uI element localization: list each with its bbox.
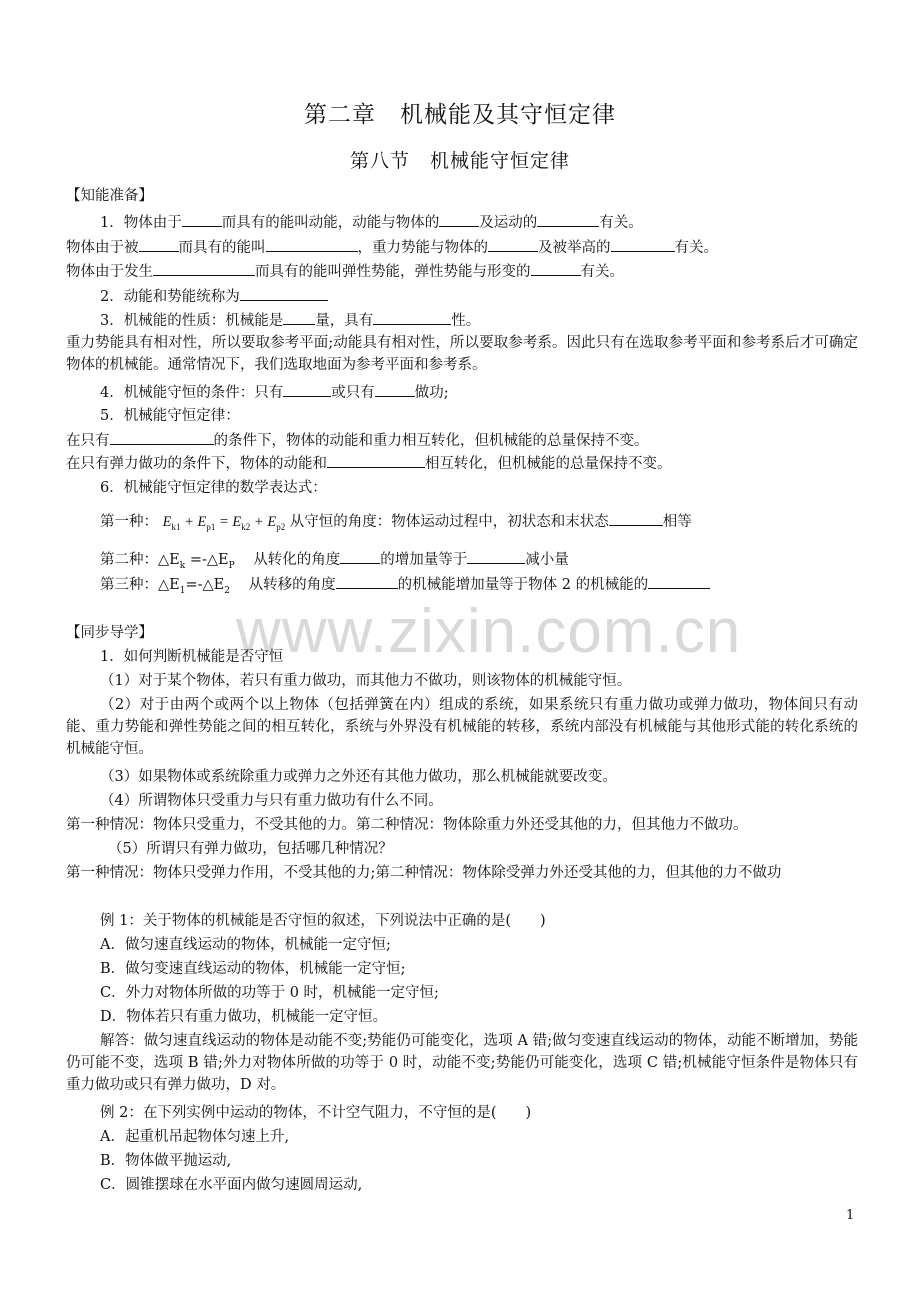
text: =-△E [185, 577, 225, 593]
text: 3．机械能的性质：机械能是 [100, 313, 284, 329]
example-1-option-c: C．外力对物体所做的功等于 0 时，机械能一定守恒; [100, 985, 439, 1001]
text: 第三种：△E [100, 577, 180, 593]
prep-line-10 [66, 452, 858, 475]
prep-line-2 [66, 236, 858, 259]
text: 及被举高的 [538, 240, 611, 256]
blank[interactable] [139, 236, 179, 252]
text: 有关。 [674, 240, 718, 256]
prep-header: 【知能准备】 [66, 188, 153, 204]
blank[interactable] [240, 285, 328, 301]
text: 减小量 [525, 552, 569, 568]
blank[interactable] [373, 309, 451, 325]
prep-line-5 [100, 309, 892, 332]
guide-q1: 1．如何判断机械能是否守恒 [100, 649, 284, 665]
text: 物体由于被 [66, 240, 139, 256]
text: 做功; [414, 385, 449, 401]
blank[interactable] [340, 548, 380, 564]
example-2-option-c: C．圆锥摆球在水平面内做匀速圆周运动, [100, 1177, 363, 1193]
blank[interactable] [153, 260, 255, 276]
blank[interactable] [336, 573, 398, 589]
blank[interactable] [283, 309, 315, 325]
blank[interactable] [110, 429, 214, 445]
text: 及运动的 [479, 215, 538, 231]
example-2-option-a: A．起重机吊起物体匀速上升, [100, 1129, 290, 1145]
blank[interactable] [531, 260, 581, 276]
blank[interactable] [182, 211, 222, 227]
text: 物体由于发生 [66, 264, 153, 280]
blank[interactable] [375, 381, 415, 397]
guide-p5: （5）所谓只有弹力做功，包括哪几种情况？ [108, 841, 393, 857]
blank[interactable] [439, 211, 479, 227]
prep-line-8: 5．机械能守恒定律： [100, 408, 240, 424]
formula-1 [100, 510, 892, 538]
text: 性。 [451, 313, 481, 329]
guide-p1: （1）对于某个物体，若只有重力做功，而其他力不做功，则该物体的机械能守恒。 [100, 673, 632, 689]
text: 从守恒的角度：物体运动过程中，初状态和末状态 [289, 514, 609, 530]
chapter-title: 第二章 机械能及其守恒定律 [304, 102, 616, 128]
example-1-option-a: A．做匀速直线运动的物体，机械能一定守恒; [100, 937, 391, 953]
blank[interactable] [611, 236, 675, 252]
text: k [179, 560, 186, 571]
guide-p2: （2）对于由两个或两个以上物体（包括弹簧在内）组成的系统，如果系统只有重力做功或弹力做功，物体间只有动能、重力势能和弹性势能之间的相互转化，系统与外界没有机械能的转移，系统内部没有机械能与其他形式能的转化系统的机械能守恒。 [66, 697, 858, 757]
text: 而具有的能叫 [178, 240, 266, 256]
blank[interactable] [327, 452, 425, 468]
text: 的条件下，物体的动能和重力相互转化，但机械能的总量保持不变。 [213, 433, 649, 449]
text: 2．动能和势能统称为 [100, 289, 240, 305]
text: 1．物体由于 [100, 215, 182, 231]
blank[interactable] [266, 236, 358, 252]
example-1-answer: 解答：做匀速直线运动的物体是动能不变;势能仍可能变化，选项 A 错;做匀变速直线运动的物体，动能不断增加，势能仍可能不变，选项 B 错;外力对物体所做的功等于 0 时，动能不变;势能仍可能变化，选项 C 错;机械能守恒条件是物体只有重力做功或只有弹力做功，D 对。 [66, 1033, 858, 1093]
prep-line-1 [100, 211, 892, 234]
example-1: 例 1：关于物体的机械能是否守恒的叙述，下列说法中正确的是( ) [100, 913, 546, 929]
guide-p5-answer: 第一种情况：物体只受弹力作用，不受其他的力;第二种情况：物体除受弹力外还受其他的力，但其他的力不做功 [66, 865, 782, 881]
prep-paragraph-relativity: 重力势能具有相对性，所以要取参考平面;动能具有相对性，所以要取参考系。因此只有在选取参考平面和参考系后才可确定物体的机械能。通常情况下，我们选取地面为参考平面和参考系。 [66, 335, 858, 373]
text: 而具有的能叫弹性势能，弹性势能与形变的 [255, 264, 531, 280]
formula-3 [100, 573, 892, 602]
text: 1 [179, 585, 186, 596]
text: 的机械能增加量等于物体 2 的机械能的 [397, 577, 649, 593]
guide-header: 【同步导学】 [66, 625, 153, 641]
watermark: www.zixin.com.cn [236, 597, 742, 666]
text: 有关。 [599, 215, 643, 231]
blank[interactable] [609, 510, 663, 526]
text: 相等 [662, 514, 692, 530]
prep-line-11: 6．机械能守恒定律的数学表达式： [100, 480, 327, 496]
example-1-option-b: B．做匀变速直线运动的物体，机械能一定守恒; [100, 961, 406, 977]
prep-line-7 [100, 381, 892, 404]
text: 在只有 [66, 433, 110, 449]
example-2: 例 2：在下列实例中运动的物体，不计空气阻力，不守恒的是( ) [100, 1105, 532, 1121]
text: 的增加量等于 [380, 552, 468, 568]
blank[interactable] [488, 236, 538, 252]
example-1-option-d: D．物体若只有重力做功，机械能一定守恒。 [100, 1009, 388, 1025]
text: 相互转化，但机械能的总量保持不变。 [425, 456, 672, 472]
guide-p4: （4）所谓物体只受重力与只有重力做功有什么不同。 [100, 793, 443, 809]
text: 从转移的角度 [248, 577, 336, 593]
text: 第一种： [100, 514, 158, 530]
blank[interactable] [283, 381, 331, 397]
text: 或只有 [331, 385, 375, 401]
guide-p4-answer: 第一种情况：物体只受重力，不受其他的力。第二种情况：物体除重力外还受其他的力，但其他力不做功。 [66, 817, 748, 833]
text: P [228, 560, 235, 571]
text: 而具有的能叫动能，动能与物体的 [221, 215, 440, 231]
blank[interactable] [648, 573, 710, 589]
text: 第二种：△E [100, 552, 180, 568]
prep-line-9 [66, 429, 858, 452]
prep-line-4 [100, 285, 892, 308]
text: 有关。 [580, 264, 624, 280]
text: 在只有弹力做功的条件下，物体的动能和 [66, 456, 327, 472]
text: 4．机械能守恒的条件：只有 [100, 385, 284, 401]
blank[interactable] [537, 211, 599, 227]
prep-line-3 [66, 260, 858, 283]
text: 从转化的角度 [253, 552, 341, 568]
text: 2 [224, 585, 231, 596]
section-title: 第八节 机械能守恒定律 [349, 150, 570, 172]
text: 量，具有 [315, 313, 374, 329]
page-number: 1 [846, 1208, 855, 1223]
blank[interactable] [467, 548, 525, 564]
guide-p3: （3）如果物体或系统除重力或弹力之外还有其他力做功，那么机械能就要改变。 [100, 769, 617, 785]
energy-equation: $E_{k1} + E_{p1} = E_{k2} + E_{p2}$ [162, 514, 286, 532]
text: ，重力势能与物体的 [357, 240, 488, 256]
text: =-△E [185, 552, 229, 568]
example-2-option-b: B．物体做平抛运动, [100, 1153, 232, 1169]
